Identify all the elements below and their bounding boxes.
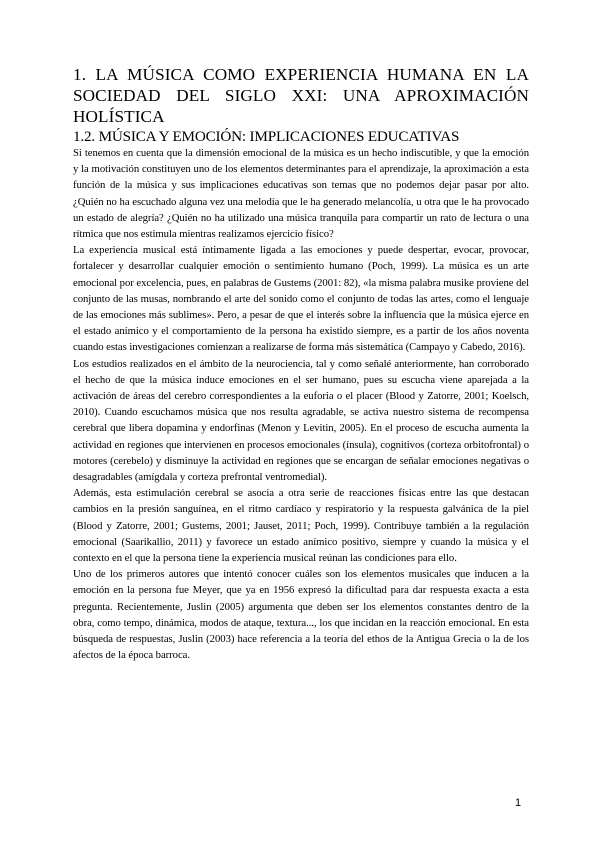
- paragraph-1: Si tenemos en cuenta que la dimensión emocional de la música es un hecho indiscutible, y que la emoción y la motivación constituyen uno de los elementos determinantes para el aprendizaje, la aproximación a esta función de la música y sus implicaciones educativas son temas que no podemos dejar pasar por alto. ¿Quién no ha escuchado alguna vez una melodía que le ha generado melancolía, u otra que le ha provocado un estado de alegría? ¿Quién no ha utilizado una música tranquila para compartir un rato de lectura o una rítmica que nos estimula mientras realizamos ejercicio físico?: [73, 147, 529, 241]
- chapter-heading: 1. LA MÚSICA COMO EXPERIENCIA HUMANA EN LA SOCIEDAD DEL SIGLO XXI: UNA APROXIMACIÓN HOLÍSTICA: [73, 65, 529, 126]
- document-page: [73, 64, 529, 664]
- section-heading: 1.2. MÚSICA Y EMOCIÓN: IMPLICACIONES EDUCATIVAS: [73, 128, 460, 145]
- paragraph-5: Uno de los primeros autores que intentó conocer cuáles son los elementos musicales que inducen a la emoción en la persona fue Meyer, que ya en 1956 expresó la dificultad para dar respuesta exacta a esta pregunta. Recientemente, Juslin (2005) argumenta que deben ser los elementos constantes dentro de la obra, como tempo, dinámica, modos de ataque, textura..., los que incidan en la reacción emocional. En esta búsqueda de respuestas, Juslin (2003) hace referencia a la teoría del ethos de la Antigua Grecia o la de los afectos de la época barroca.: [73, 568, 529, 662]
- paragraph-2: La experiencia musical está íntimamente ligada a las emociones y puede despertar, evocar, provocar, fortalecer y desarrollar cualquier emoción o sentimiento humano (Poch, 1999). La música es un arte emocional por excelencia, pues, en palabras de Gustems (2001: 82), «la misma palabra musike proviene del conjunto de las musas, nombrando el arte del sonido como el conjunto de todas las artes, como el lenguaje de las emociones más sublimes». Pero, a pesar de que el interés sobre la influencia que la música ejerce en el estado anímico y el comportamiento de la persona ha existido siempre, es a partir de los años noventa cuando estas investigaciones comienzan a realizarse de forma más sistemática (Campayo y Cabedo, 2016).: [73, 244, 529, 354]
- paragraph-4: Además, esta estimulación cerebral se asocia a otra serie de reacciones físicas entre las que destacan cambios en la presión sanguínea, en el ritmo cardíaco y respiratorio y la respuesta galvánica de la piel (Blood y Zatorre, 2001; Gustems, 2001; Jauset, 2011; Poch, 1999). Contribuye también a la regulación emocional (Saarikallio, 2011) y favorece un estado anímico positivo, siempre y cuando la música y el contexto en el que la persona tiene la experiencia musical reúnan las condiciones para ello.: [73, 487, 529, 565]
- paragraph-3: Los estudios realizados en el ámbito de la neurociencia, tal y como señalé anteriormente, han corroborado el hecho de que la música induce emociones en el ser humano, pues su escucha viene aparejada a la activación de áreas del cerebro correspondientes a la euforia o el placer (Blood y Zatorre, 2001; Koelsch, 2010). Cuando escuchamos música que nos resulta agradable, se activa nuestro sistema de recompensa cerebral que libera dopamina y endorfinas (Menon y Levitin, 2005). En el proceso de escucha aumenta la actividad en regiones que intervienen en procesos emocionales (ínsula), cognitivos (corteza orbitofrontal) o motores (cerebelo) y disminuye la actividad en regiones que se encargan de señalar emociones negativas o desagradables (amígdala y corteza prefrontal ventromedial).: [73, 357, 529, 484]
- page-number: 1: [515, 797, 522, 809]
